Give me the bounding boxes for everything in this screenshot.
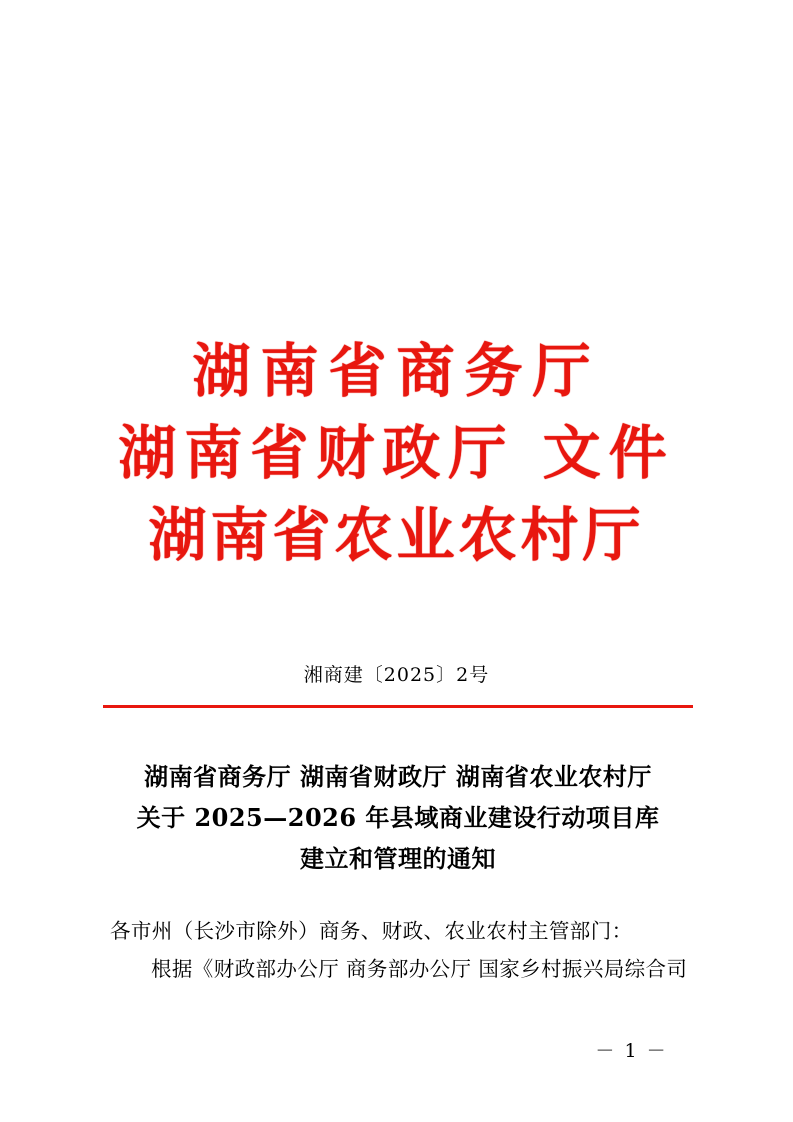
red-separator-rule: [103, 705, 693, 708]
document-number: 湘商建〔2025〕2号: [303, 664, 490, 686]
document-body: [110, 912, 690, 988]
body-paragraph-addressee: 各市州（长沙市除外）商务、财政、农业农村主管部门：: [110, 919, 633, 943]
page-number: － 1 －: [595, 1040, 668, 1062]
title-line-2: 关于 2025—2026 年县域商业建设行动项目库: [136, 803, 660, 832]
masthead-line-3: 湖南省农业农村厅: [148, 501, 645, 569]
document-title: [103, 756, 693, 879]
masthead: [0, 330, 793, 576]
title-line-3: 建立和管理的通知: [300, 844, 496, 873]
masthead-line-1: 湖南省商务厅: [192, 337, 601, 405]
masthead-line-2: 湖南省财政厅 文件: [118, 419, 675, 487]
body-paragraph-1: 根据《财政部办公厅 商务部办公厅 国家乡村振兴局综合司: [151, 957, 688, 981]
title-line-1: 湖南省商务厅 湖南省财政厅 湖南省农业农村厅: [144, 762, 652, 791]
